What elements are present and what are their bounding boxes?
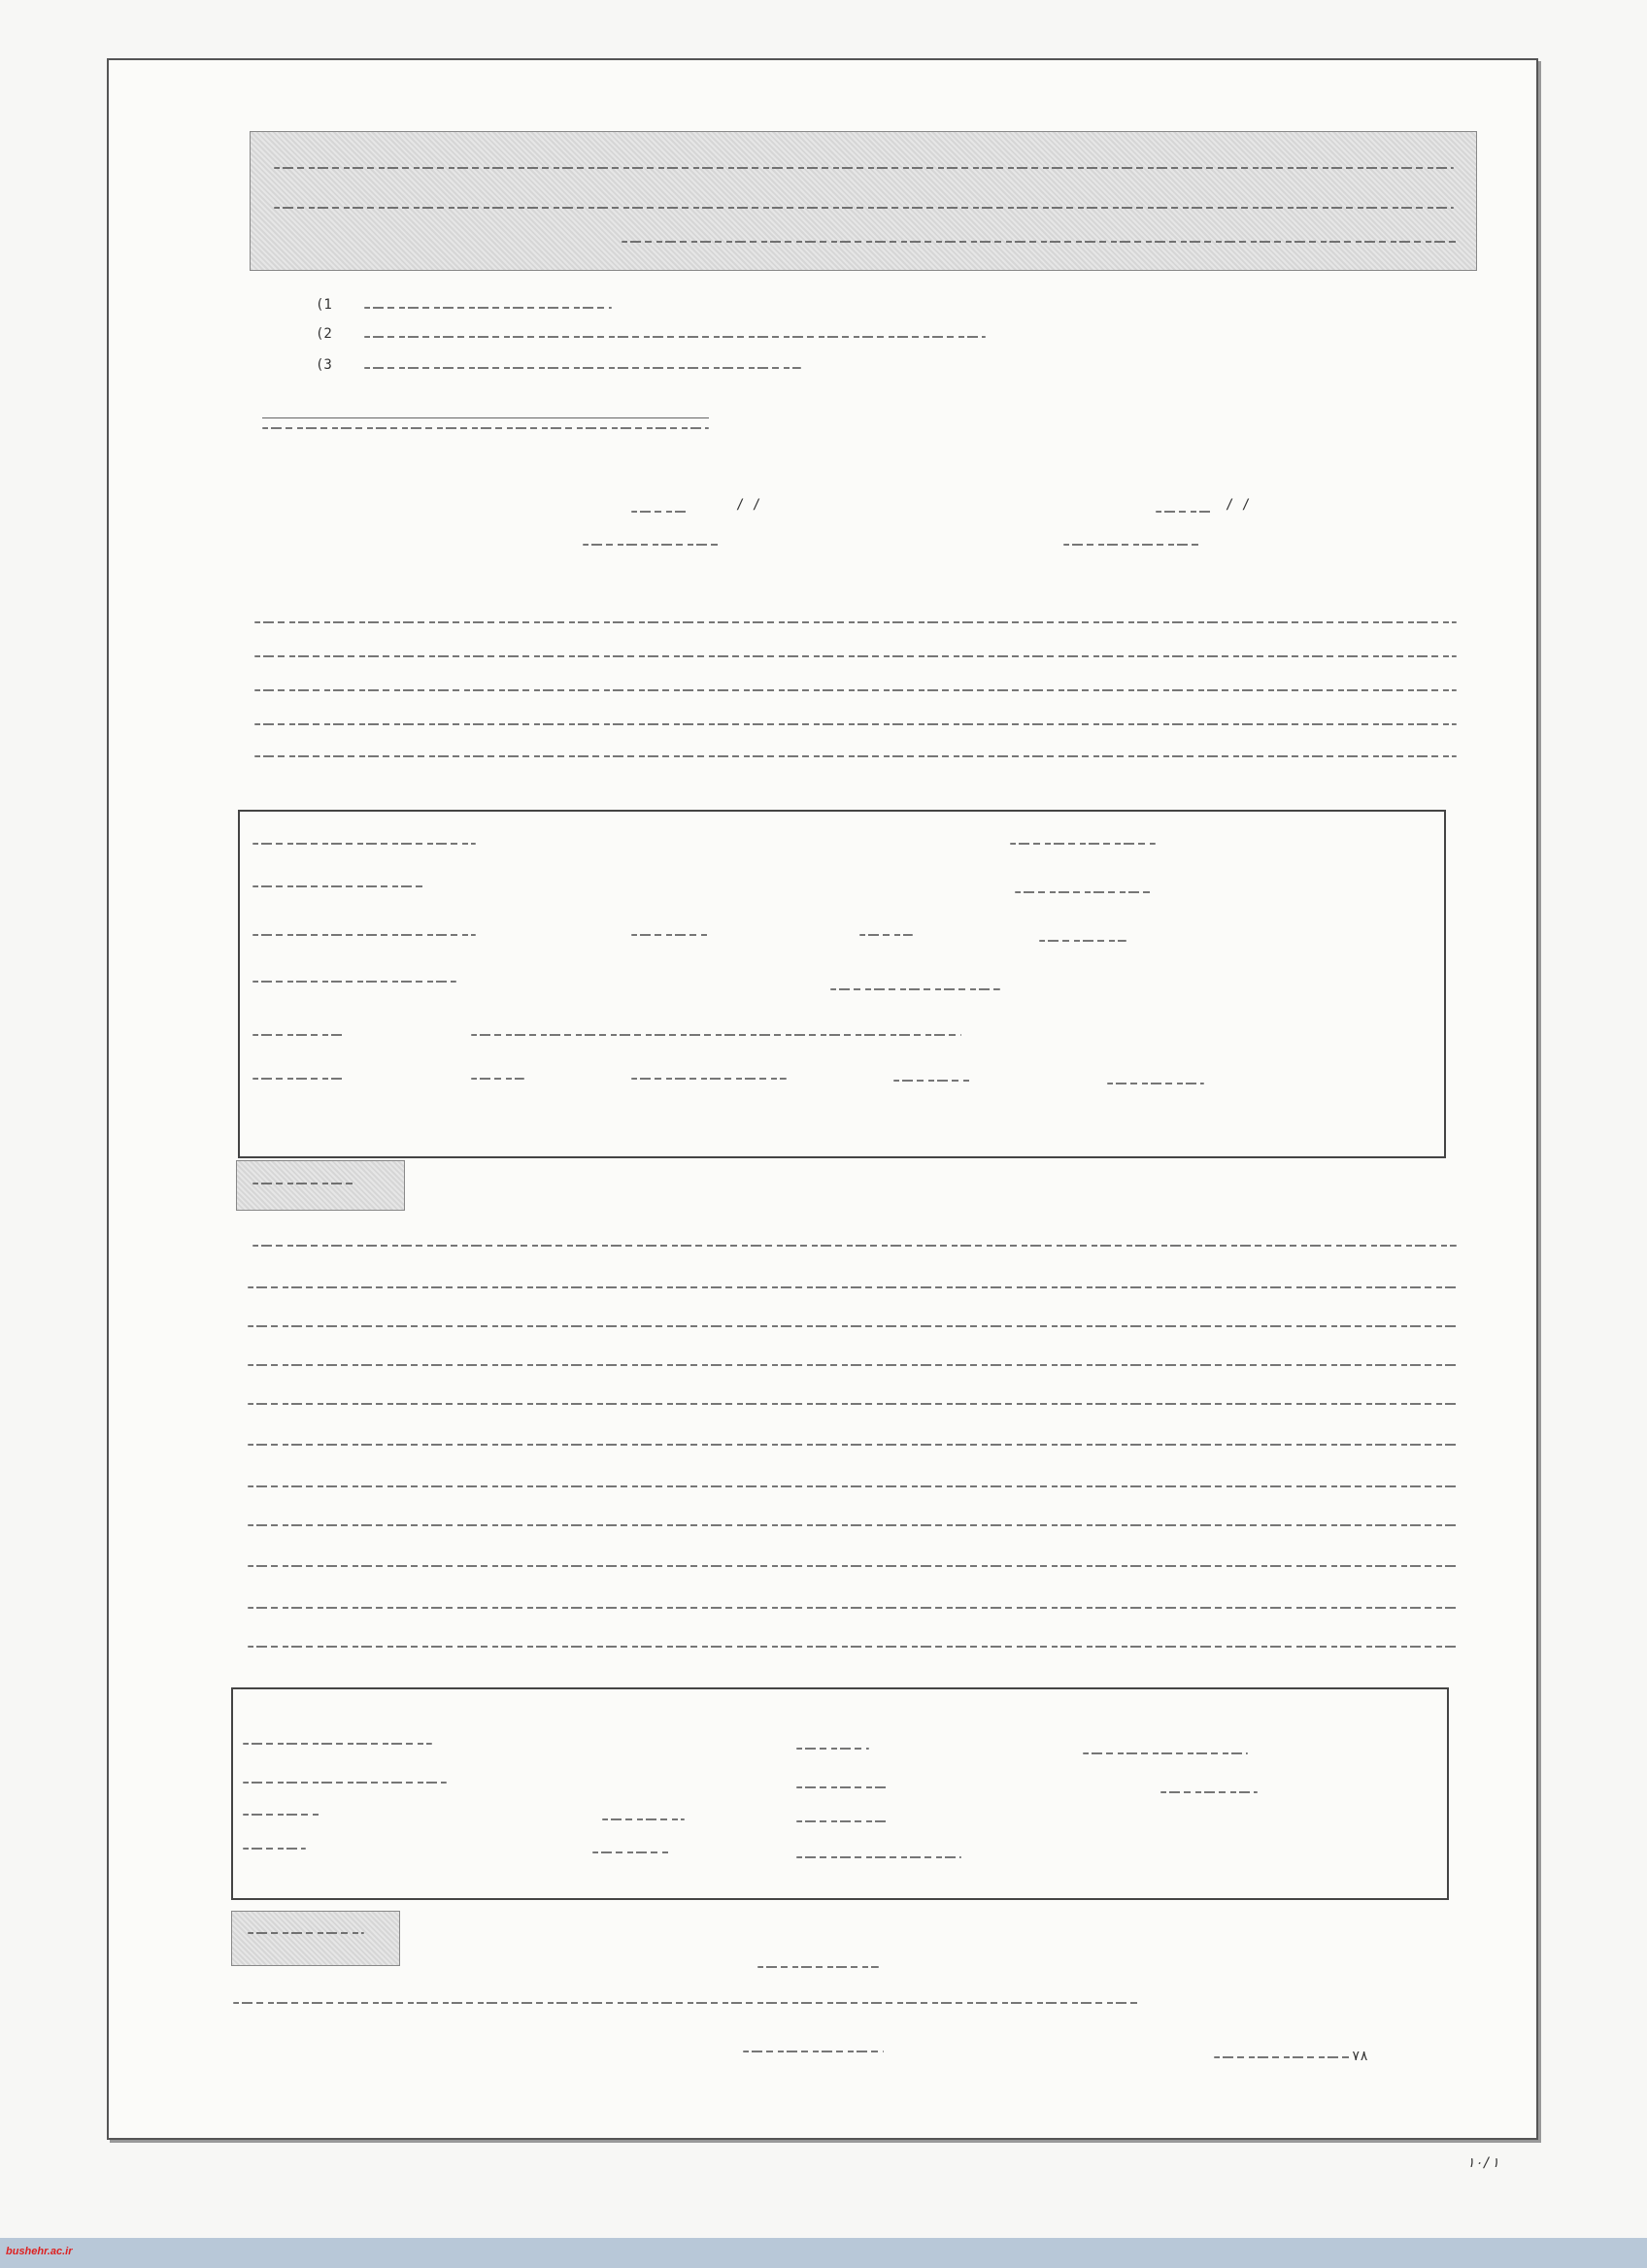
reviewer-field-12[interactable] (243, 1848, 306, 1850)
reviewer-field-3[interactable] (243, 1743, 432, 1745)
paragraph-b-line-11 (248, 1646, 1457, 1648)
section-a-heading (262, 427, 709, 429)
paragraph-b-line-9 (248, 1565, 1457, 1567)
paragraph-b-line-1 (252, 1245, 1457, 1247)
site-watermark[interactable]: bushehr.ac.ir (6, 2246, 73, 2257)
paragraph-b-line-5 (248, 1403, 1457, 1405)
info-field-16[interactable] (471, 1078, 524, 1080)
item-number-2: (2 (316, 326, 332, 342)
paragraph-b-line-8 (248, 1524, 1457, 1526)
closing-signature (743, 2051, 884, 2052)
reviewer-field-1[interactable] (1083, 1752, 1248, 1754)
paragraph-b-line-7 (248, 1485, 1457, 1487)
section-c-tag-box (231, 1911, 400, 1966)
info-field-13[interactable] (1107, 1083, 1204, 1084)
reviewer-field-7[interactable] (796, 1820, 889, 1822)
info-field-15[interactable] (631, 1078, 787, 1080)
reviewer-field-11[interactable] (592, 1851, 670, 1853)
reviewer-field-10[interactable] (796, 1856, 961, 1858)
header-line-1 (274, 167, 1454, 169)
info-field-2[interactable] (252, 843, 476, 845)
header-instruction-box (250, 131, 1477, 271)
date-label-right (1156, 511, 1214, 513)
info-field-17[interactable] (252, 1078, 345, 1080)
info-field-6[interactable] (859, 934, 913, 936)
paragraph-a-line-5 (254, 755, 1457, 757)
info-field-3[interactable] (1015, 891, 1151, 893)
section-divider (262, 417, 709, 418)
date-mark-left: / / (736, 497, 761, 513)
section-b-tag-line (252, 1183, 354, 1184)
footer-reference-line (1214, 2056, 1350, 2058)
item-line-2 (364, 336, 986, 338)
applicant-info-box (238, 810, 1446, 1158)
footer-bar (0, 2238, 1647, 2268)
date-mark-right: / / (1226, 497, 1251, 513)
header-line-3 (622, 241, 1457, 243)
paragraph-a-line-1 (254, 621, 1457, 623)
info-field-12[interactable] (252, 1034, 345, 1036)
handwritten-stamp: ۱۰/۱ (1466, 2155, 1499, 2171)
closing-heading (757, 1966, 879, 1968)
section-b-tag-box (236, 1160, 405, 1211)
info-field-7[interactable] (631, 934, 709, 936)
item-line-1 (364, 307, 612, 309)
paragraph-a-line-2 (254, 655, 1457, 657)
paragraph-a-line-4 (254, 723, 1457, 725)
paragraph-b-line-4 (248, 1364, 1457, 1366)
section-c-tag-line (248, 1932, 364, 1934)
info-field-14[interactable] (893, 1080, 971, 1082)
reviewer-info-box (231, 1687, 1449, 1900)
signature-label-right (1063, 544, 1199, 546)
reviewer-field-9[interactable] (243, 1814, 320, 1816)
header-line-2 (274, 207, 1454, 209)
reviewer-field-8[interactable] (602, 1818, 685, 1820)
paragraph-a-line-3 (254, 689, 1457, 691)
info-field-1[interactable] (1010, 843, 1156, 845)
info-field-11[interactable] (471, 1034, 961, 1036)
paragraph-b-line-3 (248, 1325, 1457, 1327)
paragraph-b-line-2 (248, 1286, 1457, 1288)
info-field-8[interactable] (252, 934, 476, 936)
info-field-5[interactable] (1039, 940, 1126, 942)
paragraph-b-line-6 (248, 1444, 1457, 1446)
reviewer-field-5[interactable] (796, 1786, 889, 1788)
closing-line (233, 2002, 1141, 2004)
item-line-3 (364, 367, 801, 369)
signature-label-left (583, 544, 719, 546)
footer-reference: ۷۸ (1352, 2049, 1368, 2064)
reviewer-field-6[interactable] (243, 1782, 447, 1784)
reviewer-field-2[interactable] (796, 1748, 869, 1750)
date-label-left (631, 511, 689, 513)
item-number-1: (1 (316, 297, 332, 313)
item-number-3: (3 (316, 357, 332, 373)
paragraph-b-line-10 (248, 1607, 1457, 1609)
info-field-10[interactable] (252, 981, 456, 983)
info-field-9[interactable] (830, 988, 1000, 990)
info-field-4[interactable] (252, 885, 427, 887)
reviewer-field-4[interactable] (1160, 1791, 1258, 1793)
